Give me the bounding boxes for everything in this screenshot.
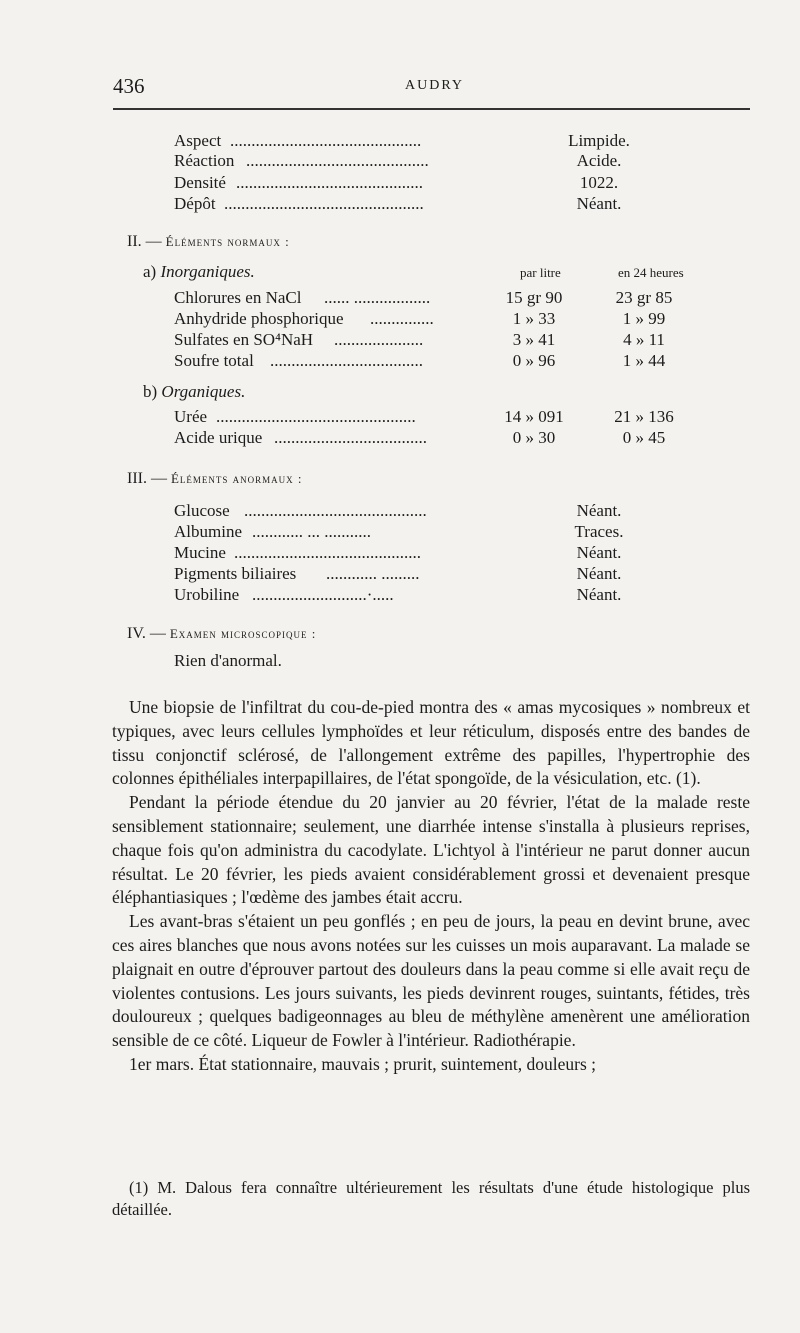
column-header-per-24h: en 24 heures [618,265,684,280]
section-2-heading [127,233,290,251]
row-value: Acide. [576,151,622,170]
row-value-per-litre: 0 » 96 [512,351,556,370]
subsection-marker: b) [143,382,158,401]
row-label: Sulfates en SO⁴NaH [174,330,314,349]
row-value-per-24h: 1 » 44 [622,351,666,370]
row-label: Densité [174,173,226,192]
row-value-per-litre: 0 » 30 [512,428,556,447]
table2-row [174,406,714,428]
row-value: Néant. [576,585,622,604]
section-3-heading [127,470,303,488]
leader-dots: ............................................ [236,173,423,192]
section-title: Examen microscopique : [169,626,317,641]
section-number: IV. — [127,625,166,642]
row-value: 1022. [579,173,619,192]
page-number: 436 [113,74,145,98]
row-value: Néant. [576,543,622,562]
leader-dots: ...........................·..... [252,585,394,604]
table2-row [174,308,714,330]
row-label: Pigments biliaires [174,564,297,583]
table2-row [174,329,714,351]
row-value-per-24h: 23 gr 85 [615,288,673,307]
footnote [112,1177,750,1221]
leader-dots: ..................... [334,330,424,349]
body-text [112,696,750,1077]
row-label: Acide urique [174,428,263,447]
row-label: Glucose [174,501,230,520]
leader-dots: .................................... [270,351,423,370]
table3-row [174,584,634,606]
table3-row [174,500,634,522]
subsection-title: Inorganiques. [160,262,255,281]
table2-row [174,427,714,449]
leader-dots: ............ ......... [326,564,420,583]
subsection-a-heading [143,262,255,282]
table3-row [174,521,634,543]
row-label: Aspect [174,131,222,150]
table1-row-reaction [174,150,634,172]
row-label: Urée [174,407,208,426]
leader-dots: ........................................... [244,501,427,520]
row-label: Mucine [174,543,226,562]
row-value: Néant. [576,564,622,583]
leader-dots: ............................................ [234,543,421,562]
row-label: Chlorures en NaCl [174,288,302,307]
table1-row-aspect [174,130,634,152]
leader-dots: ............................................... [224,194,424,213]
table1-row-densite [174,172,634,194]
row-value-per-litre: 1 » 33 [512,309,556,328]
leader-dots: ............ ... ........... [252,522,371,541]
leader-dots: .................................... [274,428,427,447]
microscopy-result: Rien d'anormal. [174,651,282,670]
subsection-b-heading [143,382,245,402]
footnote-text: (1) M. Dalous fera connaître ultérieurement les résultats d'une étude histologique plus détaillée. [112,1178,750,1219]
row-label: Soufre total [174,351,254,370]
leader-dots: ............... [370,309,434,328]
table2-row [174,287,714,309]
leader-dots: ........................................... [246,151,429,170]
leader-dots: ............................................... [216,407,416,426]
row-label: Réaction [174,151,235,170]
row-value: Néant. [576,501,622,520]
section-title: Éléments normaux : [165,234,290,249]
paragraph: 1er mars. État stationnaire, mauvais ; prurit, suintement, douleurs ; [129,1053,597,1074]
row-label: Dépôt [174,194,216,213]
row-label: Urobiline [174,585,240,604]
row-value-per-litre: 3 » 41 [512,330,556,349]
row-label: Anhydride phosphorique [174,309,344,328]
paragraph: Les avant-bras s'étaient un peu gonflés ; en peu de jours, la peau en devint brune, avec ces aires blanches que nous avons notées sur les cuisses un mois auparavant. La malade se plaignait en outre d'éprouver partout des douleurs dans la peau comme si elle avait reçu de violentes contusions. Les jours suivants, les pieds devinrent rouges, suintants, fétides, très douloureux ; quelques badigeonnages au bleu de méthylène amenèrent une amélioration sensible de ce côté. Liqueur de Fowler à l'intérieur. Radiothérapie. [112,911,750,1051]
row-label: Albumine [174,522,242,541]
column-header-per-litre: par litre [520,265,561,280]
paragraph: Pendant la période étendue du 20 janvier au 20 février, l'état de la malade reste sensiblement stationnaire; seulement, une diarrhée intense s'installa à plusieurs reprises, chaque fois qu'on administra du cacodylate. L'ichtyol à l'intérieur ne parut donner aucun résultat. Le 20 février, les pieds avaient considérablement grossi et devenaient presque éléphantiasiques ; l'œdème des jambes était accru. [112,792,750,908]
row-value: Néant. [576,194,622,213]
row-value: Traces. [574,522,624,541]
paragraph: Une biopsie de l'infiltrat du cou-de-pied montra des « amas mycosiques » nombreux et typiques, avec leurs cellules lymphoïdes et leur réticulum, disposés entre des bandes de tissu conjonctif sclérosé, de l'allongement extrême des papilles, l'hypertrophie des colonnes épithéliales interpapillaires, de l'état spongoïde, de la vésiculation, etc. (1). [112,697,750,789]
row-value-per-litre: 15 gr 90 [505,288,563,307]
leader-dots: ...... .................. [324,288,431,307]
running-head: AUDRY [405,78,465,93]
section-title: Éléments anormaux : [170,471,303,486]
row-value-per-litre: 14 » 091 [504,407,564,426]
table3-row [174,542,634,564]
section-number: II. — [127,233,162,250]
table1-row-depot [174,193,634,215]
subsection-title: Organiques. [161,382,246,401]
table2-row [174,350,714,372]
leader-dots: ............................................. [230,131,422,150]
row-value-per-24h: 21 » 136 [614,407,674,426]
section-4-heading [127,625,316,643]
row-value: Limpide. [568,131,630,150]
subsection-marker: a) [143,262,157,281]
section-number: III. — [127,470,167,487]
row-value-per-24h: 0 » 45 [622,428,666,447]
row-value-per-24h: 1 » 99 [622,309,666,328]
table3-row [174,563,634,585]
row-value-per-24h: 4 » 11 [623,330,665,349]
header-rule [113,108,750,110]
